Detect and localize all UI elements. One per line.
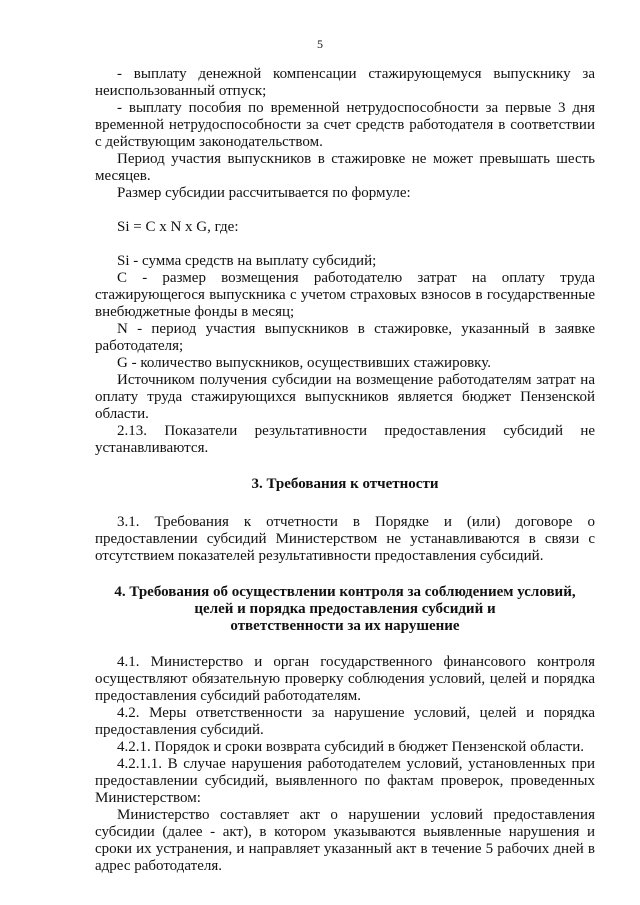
paragraph: 2.13. Показатели результативности предоставления субсидий не устанавливаются.	[95, 423, 595, 456]
paragraph: G - количество выпускников, осуществивших стажировку.	[117, 355, 491, 371]
document-body	[95, 66, 595, 875]
heading-line: целей и порядка предоставления субсидий и	[194, 601, 496, 617]
paragraph: 4.1. Министерство и орган государственного финансового контроля осуществляют обязательную проверку соблюдения условий, целей и порядка предоставления субсидий работодателям.	[95, 654, 595, 704]
paragraph: 4.2. Меры ответственности за нарушение условий, целей и порядка предоставления субсидий.	[95, 705, 595, 738]
paragraph: - выплату денежной компенсации стажирующемуся выпускнику за неиспользованный отпуск;	[95, 66, 595, 99]
paragraph: Si - сумма средств на выплату субсидий;	[117, 253, 377, 269]
formula: Si = C x N x G, где:	[117, 219, 239, 235]
section-heading-4	[95, 584, 595, 635]
page-number: 5	[317, 37, 323, 51]
paragraph: C - размер возмещения работодателю затрат на оплату труда стажирующегося выпускника с учетом страховых взносов в государственные внебюджетные фонды в месяц;	[95, 270, 595, 320]
paragraph: Министерство составляет акт о нарушении условий предоставления субсидии (далее - акт), в котором указываются выявленные нарушения и сроки их устранения, и направляет указанный акт в течение 5 рабочих дней в адрес работодателя.	[95, 807, 595, 874]
heading-line: ответственности за их нарушение	[230, 618, 460, 634]
paragraph: 3.1. Требования к отчетности в Порядке и (или) договоре о предоставлении субсидий Министерством не устанавливаются в связи с отсутствием показателей результативности предоставления субсидий.	[95, 514, 595, 564]
paragraph: Размер субсидии рассчитывается по формуле:	[117, 185, 411, 201]
paragraph: - выплату пособия по временной нетрудоспособности за первые 3 дня временной нетрудоспособности за счет средств работодателя в соответствии с действующим законодательством.	[95, 100, 595, 150]
paragraph: Период участия выпускников в стажировке не может превышать шесть месяцев.	[95, 151, 595, 184]
heading-line: 4. Требования об осуществлении контроля за соблюдением условий,	[114, 584, 576, 600]
paragraph: Источником получения субсидии на возмещение работодателям затрат на оплату труда стажирующихся выпускников является бюджет Пензенской области.	[95, 372, 595, 422]
paragraph: 4.2.1. Порядок и сроки возврата субсидий в бюджет Пензенской области.	[117, 739, 584, 755]
section-heading-3: 3. Требования к отчетности	[251, 476, 439, 492]
paragraph: 4.2.1.1. В случае нарушения работодателем условий, установленных при предоставлении субсидий, выявленного по фактам проверок, проведенных Министерством:	[95, 756, 595, 806]
paragraph: N - период участия выпускников в стажировке, указанный в заявке работодателя;	[95, 321, 595, 354]
